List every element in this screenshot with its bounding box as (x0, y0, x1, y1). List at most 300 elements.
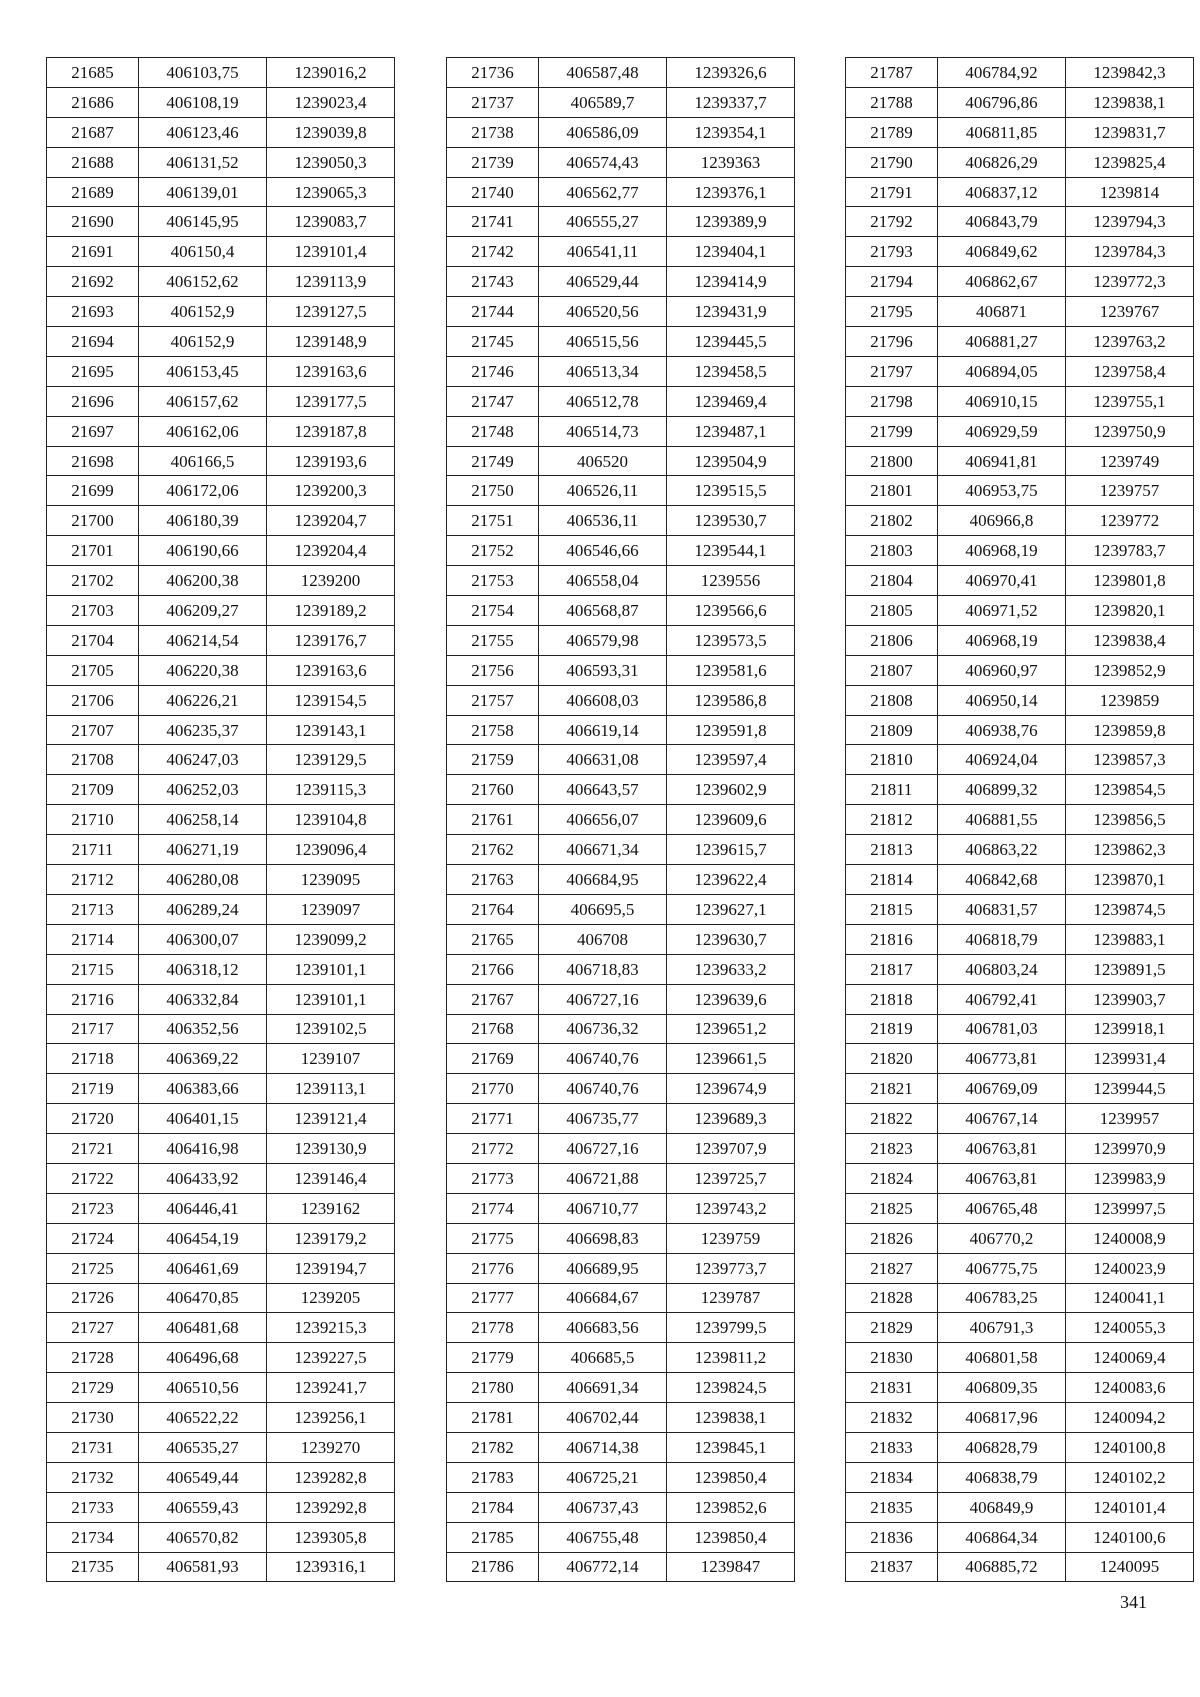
y-coordinate-cell: 1239107 (267, 1044, 395, 1074)
y-coordinate-cell: 1239749 (1066, 446, 1194, 476)
x-coordinate-cell: 406695,5 (539, 894, 667, 924)
x-coordinate-cell: 406871 (938, 297, 1066, 327)
point-id-cell: 21756 (447, 655, 539, 685)
table-row (47, 267, 395, 297)
coordinate-table-1 (46, 57, 395, 1582)
y-coordinate-cell: 1239270 (267, 1432, 395, 1462)
y-coordinate-cell: 1239859 (1066, 685, 1194, 715)
y-coordinate-cell: 1239787 (667, 1283, 795, 1313)
table-row (846, 506, 1194, 536)
table-row (447, 386, 795, 416)
point-id-cell: 21689 (47, 177, 139, 207)
y-coordinate-cell: 1239799,5 (667, 1313, 795, 1343)
point-id-cell: 21792 (846, 207, 938, 237)
point-id-cell: 21796 (846, 327, 938, 357)
x-coordinate-cell: 406924,04 (938, 745, 1066, 775)
point-id-cell: 21728 (47, 1343, 139, 1373)
x-coordinate-cell: 406862,67 (938, 267, 1066, 297)
point-id-cell: 21754 (447, 596, 539, 626)
x-coordinate-cell: 406842,68 (938, 865, 1066, 895)
point-id-cell: 21804 (846, 566, 938, 596)
point-id-cell: 21825 (846, 1193, 938, 1223)
y-coordinate-cell: 1239556 (667, 566, 795, 596)
y-coordinate-cell: 1239856,5 (1066, 805, 1194, 835)
point-id-cell: 21788 (846, 87, 938, 117)
y-coordinate-cell: 1239445,5 (667, 327, 795, 357)
y-coordinate-cell: 1240083,6 (1066, 1373, 1194, 1403)
table-row (47, 177, 395, 207)
point-id-cell: 21775 (447, 1223, 539, 1253)
table-row (447, 1283, 795, 1313)
x-coordinate-cell: 406562,77 (539, 177, 667, 207)
x-coordinate-cell: 406740,76 (539, 1074, 667, 1104)
table-row (846, 177, 1194, 207)
table-row (47, 984, 395, 1014)
table-row (47, 1552, 395, 1582)
y-coordinate-cell: 1239931,4 (1066, 1044, 1194, 1074)
table-row (447, 1343, 795, 1373)
point-id-cell: 21716 (47, 984, 139, 1014)
x-coordinate-cell: 406520,56 (539, 297, 667, 327)
x-coordinate-cell: 406671,34 (539, 835, 667, 865)
x-coordinate-cell: 406529,44 (539, 267, 667, 297)
table-row (47, 835, 395, 865)
y-coordinate-cell: 1239121,4 (267, 1104, 395, 1134)
point-id-cell: 21749 (447, 446, 539, 476)
table-row (47, 954, 395, 984)
x-coordinate-cell: 406838,79 (938, 1462, 1066, 1492)
y-coordinate-cell: 1239163,6 (267, 356, 395, 386)
x-coordinate-cell: 406152,9 (139, 327, 267, 357)
y-coordinate-cell: 1239944,5 (1066, 1074, 1194, 1104)
x-coordinate-cell: 406684,67 (539, 1283, 667, 1313)
table-row (846, 1492, 1194, 1522)
point-id-cell: 21701 (47, 536, 139, 566)
x-coordinate-cell: 406235,37 (139, 715, 267, 745)
table-row (47, 685, 395, 715)
y-coordinate-cell: 1239113,1 (267, 1074, 395, 1104)
y-coordinate-cell: 1239870,1 (1066, 865, 1194, 895)
point-id-cell: 21735 (47, 1552, 139, 1582)
table-row (447, 1044, 795, 1074)
table-row (47, 1462, 395, 1492)
table-row (846, 625, 1194, 655)
y-coordinate-cell: 1239651,2 (667, 1014, 795, 1044)
x-coordinate-cell: 406496,68 (139, 1343, 267, 1373)
point-id-cell: 21762 (447, 835, 539, 865)
point-id-cell: 21729 (47, 1373, 139, 1403)
y-coordinate-cell: 1239544,1 (667, 536, 795, 566)
point-id-cell: 21811 (846, 775, 938, 805)
point-id-cell: 21757 (447, 685, 539, 715)
y-coordinate-cell: 1239883,1 (1066, 924, 1194, 954)
point-id-cell: 21816 (846, 924, 938, 954)
y-coordinate-cell: 1239850,4 (667, 1462, 795, 1492)
x-coordinate-cell: 406369,22 (139, 1044, 267, 1074)
table-row (846, 1134, 1194, 1164)
y-coordinate-cell: 1239597,4 (667, 745, 795, 775)
point-id-cell: 21744 (447, 297, 539, 327)
y-coordinate-cell: 1239633,2 (667, 954, 795, 984)
table-row (447, 117, 795, 147)
point-id-cell: 21724 (47, 1223, 139, 1253)
table-row (846, 1373, 1194, 1403)
y-coordinate-cell: 1239772 (1066, 506, 1194, 536)
point-id-cell: 21827 (846, 1253, 938, 1283)
x-coordinate-cell: 406763,81 (938, 1163, 1066, 1193)
table-row (47, 506, 395, 536)
y-coordinate-cell: 1240094,2 (1066, 1403, 1194, 1433)
point-id-cell: 21732 (47, 1462, 139, 1492)
table-row (846, 1074, 1194, 1104)
y-coordinate-cell: 1239316,1 (267, 1552, 395, 1582)
point-id-cell: 21727 (47, 1313, 139, 1343)
x-coordinate-cell: 406593,31 (539, 655, 667, 685)
table-row (846, 954, 1194, 984)
point-id-cell: 21823 (846, 1134, 938, 1164)
table-row (447, 835, 795, 865)
point-id-cell: 21791 (846, 177, 938, 207)
y-coordinate-cell: 1239627,1 (667, 894, 795, 924)
y-coordinate-cell: 1239957 (1066, 1104, 1194, 1134)
table-row (846, 1163, 1194, 1193)
y-coordinate-cell: 1239101,4 (267, 237, 395, 267)
x-coordinate-cell: 406433,92 (139, 1163, 267, 1193)
y-coordinate-cell: 1239163,6 (267, 655, 395, 685)
x-coordinate-cell: 406960,97 (938, 655, 1066, 685)
y-coordinate-cell: 1239146,4 (267, 1163, 395, 1193)
table-row (47, 327, 395, 357)
x-coordinate-cell: 406145,95 (139, 207, 267, 237)
x-coordinate-cell: 406526,11 (539, 476, 667, 506)
point-id-cell: 21831 (846, 1373, 938, 1403)
table-row (846, 267, 1194, 297)
point-id-cell: 21772 (447, 1134, 539, 1164)
table-row (846, 655, 1194, 685)
y-coordinate-cell: 1239784,3 (1066, 237, 1194, 267)
x-coordinate-cell: 406843,79 (938, 207, 1066, 237)
x-coordinate-cell: 406461,69 (139, 1253, 267, 1283)
x-coordinate-cell: 406586,09 (539, 117, 667, 147)
point-id-cell: 21803 (846, 536, 938, 566)
point-id-cell: 21819 (846, 1014, 938, 1044)
y-coordinate-cell: 1239801,8 (1066, 566, 1194, 596)
x-coordinate-cell: 406520 (539, 446, 667, 476)
table-row (846, 237, 1194, 267)
x-coordinate-cell: 406809,35 (938, 1373, 1066, 1403)
y-coordinate-cell: 1239016,2 (267, 58, 395, 88)
point-id-cell: 21794 (846, 267, 938, 297)
point-id-cell: 21808 (846, 685, 938, 715)
x-coordinate-cell: 406710,77 (539, 1193, 667, 1223)
point-id-cell: 21820 (846, 1044, 938, 1074)
x-coordinate-cell: 406826,29 (938, 147, 1066, 177)
point-id-cell: 21751 (447, 506, 539, 536)
x-coordinate-cell: 406727,16 (539, 1134, 667, 1164)
point-id-cell: 21764 (447, 894, 539, 924)
x-coordinate-cell: 406510,56 (139, 1373, 267, 1403)
point-id-cell: 21818 (846, 984, 938, 1014)
x-coordinate-cell: 406770,2 (938, 1223, 1066, 1253)
point-id-cell: 21785 (447, 1522, 539, 1552)
y-coordinate-cell: 1239758,4 (1066, 356, 1194, 386)
x-coordinate-cell: 406718,83 (539, 954, 667, 984)
point-id-cell: 21708 (47, 745, 139, 775)
y-coordinate-cell: 1239573,5 (667, 625, 795, 655)
table-row (846, 147, 1194, 177)
point-id-cell: 21734 (47, 1522, 139, 1552)
table-row (846, 58, 1194, 88)
point-id-cell: 21832 (846, 1403, 938, 1433)
point-id-cell: 21731 (47, 1432, 139, 1462)
y-coordinate-cell: 1239820,1 (1066, 596, 1194, 626)
point-id-cell: 21725 (47, 1253, 139, 1283)
y-coordinate-cell: 1239179,2 (267, 1223, 395, 1253)
point-id-cell: 21703 (47, 596, 139, 626)
point-id-cell: 21707 (47, 715, 139, 745)
table-row (447, 625, 795, 655)
table-row (447, 207, 795, 237)
y-coordinate-cell: 1239204,7 (267, 506, 395, 536)
point-id-cell: 21773 (447, 1163, 539, 1193)
table-row (47, 865, 395, 895)
x-coordinate-cell: 406971,52 (938, 596, 1066, 626)
point-id-cell: 21780 (447, 1373, 539, 1403)
y-coordinate-cell: 1239162 (267, 1193, 395, 1223)
y-coordinate-cell: 1239096,4 (267, 835, 395, 865)
point-id-cell: 21720 (47, 1104, 139, 1134)
x-coordinate-cell: 406966,8 (938, 506, 1066, 536)
y-coordinate-cell: 1239918,1 (1066, 1014, 1194, 1044)
x-coordinate-cell: 406470,85 (139, 1283, 267, 1313)
x-coordinate-cell: 406579,98 (539, 625, 667, 655)
point-id-cell: 21755 (447, 625, 539, 655)
point-id-cell: 21770 (447, 1074, 539, 1104)
y-coordinate-cell: 1239200 (267, 566, 395, 596)
y-coordinate-cell: 1240100,6 (1066, 1522, 1194, 1552)
y-coordinate-cell: 1239983,9 (1066, 1163, 1194, 1193)
x-coordinate-cell: 406271,19 (139, 835, 267, 865)
x-coordinate-cell: 406899,32 (938, 775, 1066, 805)
y-coordinate-cell: 1239838,4 (1066, 625, 1194, 655)
y-coordinate-cell: 1239845,1 (667, 1432, 795, 1462)
table-row (846, 446, 1194, 476)
page-number: 341 (1120, 1592, 1147, 1612)
table-row (47, 1193, 395, 1223)
x-coordinate-cell: 406791,3 (938, 1313, 1066, 1343)
x-coordinate-cell: 406180,39 (139, 506, 267, 536)
table-row (47, 775, 395, 805)
table-row (47, 1253, 395, 1283)
y-coordinate-cell: 1239193,6 (267, 446, 395, 476)
y-coordinate-cell: 1239143,1 (267, 715, 395, 745)
point-id-cell: 21745 (447, 327, 539, 357)
point-id-cell: 21763 (447, 865, 539, 895)
y-coordinate-cell: 1239095 (267, 865, 395, 895)
point-id-cell: 21733 (47, 1492, 139, 1522)
point-id-cell: 21826 (846, 1223, 938, 1253)
y-coordinate-cell: 1239282,8 (267, 1462, 395, 1492)
table-row (846, 566, 1194, 596)
x-coordinate-cell: 406513,34 (539, 356, 667, 386)
point-id-cell: 21709 (47, 775, 139, 805)
point-id-cell: 21784 (447, 1492, 539, 1522)
x-coordinate-cell: 406535,27 (139, 1432, 267, 1462)
y-coordinate-cell: 1240101,4 (1066, 1492, 1194, 1522)
y-coordinate-cell: 1240055,3 (1066, 1313, 1194, 1343)
x-coordinate-cell: 406796,86 (938, 87, 1066, 117)
table-row (47, 566, 395, 596)
y-coordinate-cell: 1239794,3 (1066, 207, 1194, 237)
y-coordinate-cell: 1239874,5 (1066, 894, 1194, 924)
table-row (47, 1373, 395, 1403)
x-coordinate-cell: 406152,62 (139, 267, 267, 297)
point-id-cell: 21713 (47, 894, 139, 924)
point-id-cell: 21721 (47, 1134, 139, 1164)
point-id-cell: 21740 (447, 177, 539, 207)
x-coordinate-cell: 406522,22 (139, 1403, 267, 1433)
x-coordinate-cell: 406589,7 (539, 87, 667, 117)
y-coordinate-cell: 1239097 (267, 894, 395, 924)
y-coordinate-cell: 1239458,5 (667, 356, 795, 386)
point-id-cell: 21712 (47, 865, 139, 895)
point-id-cell: 21715 (47, 954, 139, 984)
table-row (47, 58, 395, 88)
y-coordinate-cell: 1239970,9 (1066, 1134, 1194, 1164)
x-coordinate-cell: 406755,48 (539, 1522, 667, 1552)
table-row (447, 237, 795, 267)
point-id-cell: 21798 (846, 386, 938, 416)
table-row (846, 416, 1194, 446)
x-coordinate-cell: 406549,44 (139, 1462, 267, 1492)
x-coordinate-cell: 406289,24 (139, 894, 267, 924)
y-coordinate-cell: 1239023,4 (267, 87, 395, 117)
point-id-cell: 21739 (447, 147, 539, 177)
point-id-cell: 21817 (846, 954, 938, 984)
y-coordinate-cell: 1239187,8 (267, 416, 395, 446)
table-row (47, 416, 395, 446)
point-id-cell: 21702 (47, 566, 139, 596)
point-id-cell: 21760 (447, 775, 539, 805)
point-id-cell: 21768 (447, 1014, 539, 1044)
x-coordinate-cell: 406767,14 (938, 1104, 1066, 1134)
table-row (846, 386, 1194, 416)
table-row (846, 924, 1194, 954)
point-id-cell: 21835 (846, 1492, 938, 1522)
x-coordinate-cell: 406300,07 (139, 924, 267, 954)
x-coordinate-cell: 406252,03 (139, 775, 267, 805)
point-id-cell: 21692 (47, 267, 139, 297)
table-row (846, 1522, 1194, 1552)
table-row (47, 1104, 395, 1134)
table-row (447, 775, 795, 805)
x-coordinate-cell: 406512,78 (539, 386, 667, 416)
point-id-cell: 21829 (846, 1313, 938, 1343)
y-coordinate-cell: 1239854,5 (1066, 775, 1194, 805)
x-coordinate-cell: 406714,38 (539, 1432, 667, 1462)
table-row (846, 297, 1194, 327)
x-coordinate-cell: 406885,72 (938, 1552, 1066, 1582)
point-id-cell: 21758 (447, 715, 539, 745)
table-row (846, 984, 1194, 1014)
table-row (47, 1044, 395, 1074)
table-row (47, 1522, 395, 1552)
y-coordinate-cell: 1239859,8 (1066, 715, 1194, 745)
point-id-cell: 21834 (846, 1462, 938, 1492)
table-row (447, 446, 795, 476)
x-coordinate-cell: 406818,79 (938, 924, 1066, 954)
y-coordinate-cell: 1239389,9 (667, 207, 795, 237)
y-coordinate-cell: 1239997,5 (1066, 1193, 1194, 1223)
x-coordinate-cell: 406792,41 (938, 984, 1066, 1014)
y-coordinate-cell: 1239083,7 (267, 207, 395, 237)
x-coordinate-cell: 406226,21 (139, 685, 267, 715)
table-row (447, 147, 795, 177)
table-row (447, 87, 795, 117)
table-row (47, 476, 395, 506)
x-coordinate-cell: 406698,83 (539, 1223, 667, 1253)
x-coordinate-cell: 406619,14 (539, 715, 667, 745)
x-coordinate-cell: 406446,41 (139, 1193, 267, 1223)
table-row (447, 924, 795, 954)
point-id-cell: 21786 (447, 1552, 539, 1582)
point-id-cell: 21801 (846, 476, 938, 506)
x-coordinate-cell: 406968,19 (938, 536, 1066, 566)
x-coordinate-cell: 406416,98 (139, 1134, 267, 1164)
point-id-cell: 21722 (47, 1163, 139, 1193)
x-coordinate-cell: 406383,66 (139, 1074, 267, 1104)
point-id-cell: 21686 (47, 87, 139, 117)
x-coordinate-cell: 406139,01 (139, 177, 267, 207)
point-id-cell: 21809 (846, 715, 938, 745)
y-coordinate-cell: 1239176,7 (267, 625, 395, 655)
x-coordinate-cell: 406781,03 (938, 1014, 1066, 1044)
table-row (846, 1193, 1194, 1223)
table-row (47, 1432, 395, 1462)
y-coordinate-cell: 1239857,3 (1066, 745, 1194, 775)
x-coordinate-cell: 406801,58 (938, 1343, 1066, 1373)
y-coordinate-cell: 1239256,1 (267, 1403, 395, 1433)
table-row (47, 147, 395, 177)
y-coordinate-cell: 1239566,6 (667, 596, 795, 626)
table-row (47, 237, 395, 267)
table-row (846, 865, 1194, 895)
table-row (447, 1373, 795, 1403)
y-coordinate-cell: 1240100,8 (1066, 1432, 1194, 1462)
x-coordinate-cell: 406929,59 (938, 416, 1066, 446)
x-coordinate-cell: 406735,77 (539, 1104, 667, 1134)
point-id-cell: 21805 (846, 596, 938, 626)
point-id-cell: 21743 (447, 267, 539, 297)
y-coordinate-cell: 1239504,9 (667, 446, 795, 476)
y-coordinate-cell: 1239814 (1066, 177, 1194, 207)
x-coordinate-cell: 406685,5 (539, 1343, 667, 1373)
table-row (47, 1283, 395, 1313)
x-coordinate-cell: 406631,08 (539, 745, 667, 775)
x-coordinate-cell: 406280,08 (139, 865, 267, 895)
table-row (447, 536, 795, 566)
y-coordinate-cell: 1239750,9 (1066, 416, 1194, 446)
y-coordinate-cell: 1239811,2 (667, 1343, 795, 1373)
y-coordinate-cell: 1240095 (1066, 1552, 1194, 1582)
y-coordinate-cell: 1239099,2 (267, 924, 395, 954)
table-row (47, 536, 395, 566)
table-row (447, 954, 795, 984)
x-coordinate-cell: 406881,27 (938, 327, 1066, 357)
y-coordinate-cell: 1239674,9 (667, 1074, 795, 1104)
x-coordinate-cell: 406736,32 (539, 1014, 667, 1044)
point-id-cell: 21828 (846, 1283, 938, 1313)
